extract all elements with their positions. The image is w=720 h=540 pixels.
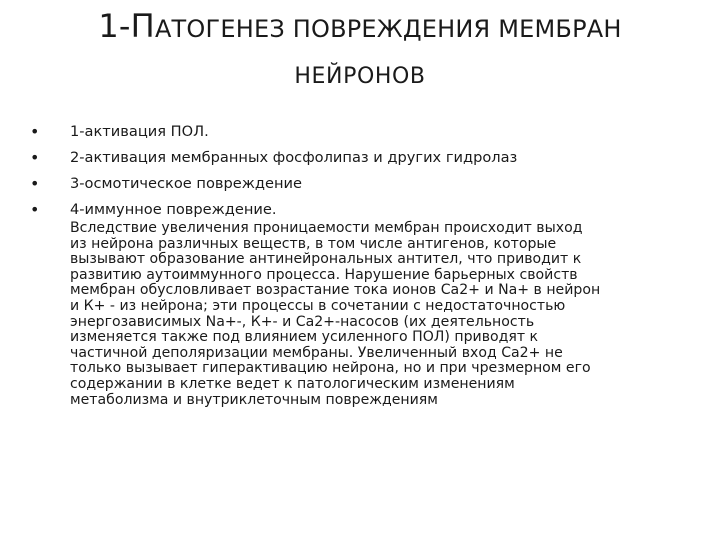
bullet-icon: • xyxy=(30,148,40,167)
bullet-icon: • xyxy=(30,200,40,219)
bullet-icon: • xyxy=(30,122,40,141)
title-line-2: НЕЙРОНОВ xyxy=(294,64,426,89)
paragraph-line: и К+ - из нейрона; эти процессы в сочетании с недостаточностью xyxy=(70,297,566,314)
paragraph-line: вызывают образование антинейрональных антител, что приводит к xyxy=(70,251,582,268)
paragraph-line: из нейрона различных веществ, в том числе антигенов, которые xyxy=(70,235,557,252)
bullet-text: 4-иммунное повреждение. xyxy=(70,201,277,218)
bullet-icon: • xyxy=(30,174,40,193)
slide-body xyxy=(30,123,680,408)
paragraph-line: метаболизма и внутриклеточным повреждениям xyxy=(70,391,438,408)
paragraph-line: только вызывает гиперактивацию нейрона, но и при чрезмерном его xyxy=(70,360,591,377)
paragraph-line: Вследствие увеличения проницаемости мембран происходит выход xyxy=(70,220,583,236)
paragraph-line: изменяется также под влиянием усиленного ПОЛ) приводят к xyxy=(70,329,539,346)
bullet-item-2 xyxy=(30,149,680,167)
bullet-text: 2-активация мембранных фосфолипаз и других гидролаз xyxy=(70,149,518,166)
bullet-text: 3-осмотическое повреждение xyxy=(70,175,302,192)
slide-title xyxy=(40,2,680,101)
body-paragraph xyxy=(70,221,680,408)
paragraph-line: развитию аутоиммунного процесса. Нарушение барьерных свойств xyxy=(70,266,578,283)
paragraph-line: содержании в клетке ведет к патологическим изменениям xyxy=(70,375,515,392)
bullet-item-3 xyxy=(30,175,680,193)
bullet-list xyxy=(30,123,680,219)
title-line-1-text: АТОГЕНЕЗ ПОВРЕЖДЕНИЯ МЕМБРАН xyxy=(154,15,622,43)
bullet-text: 1-активация ПОЛ. xyxy=(70,123,209,140)
paragraph-line: мембран обусловливает возрастание тока ионов Са2+ и Na+ в нейрон xyxy=(70,282,601,299)
title-line-1 xyxy=(40,2,680,53)
bullet-item-1 xyxy=(30,123,680,141)
paragraph-line: частичной деполяризации мембраны. Увеличенный вход Са2+ не xyxy=(70,344,563,361)
bullet-item-4 xyxy=(30,201,680,219)
title-line-1-prefix: 1-П xyxy=(98,7,155,45)
paragraph-line: энергозависимых Na+-, К+- и Са2+-насосов (их деятельность xyxy=(70,313,535,330)
